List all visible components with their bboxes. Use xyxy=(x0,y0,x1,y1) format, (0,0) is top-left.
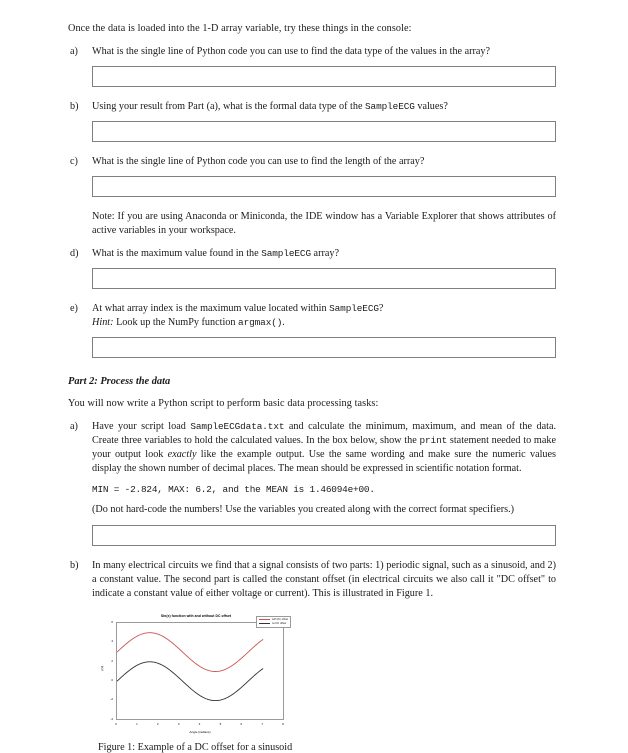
legend-entry-with-offset xyxy=(259,618,288,621)
chart-sinusoid-dc-offset xyxy=(98,613,294,738)
intro-paragraph: Once the data is loaded into the 1-D array variable, try these things in the console: xyxy=(68,23,412,34)
question-item-b xyxy=(68,100,556,114)
hint-text: Look up the NumPy function xyxy=(113,317,239,329)
question-text-b xyxy=(92,100,556,114)
legend-label-with-offset: with DC offset xyxy=(271,618,288,622)
legend-swatch-no-offset xyxy=(259,623,270,624)
question-marker-b: b) xyxy=(70,100,79,112)
question-d-text-before: What is the maximum value found in the xyxy=(92,248,262,260)
answer-box-b[interactable] xyxy=(92,121,556,142)
question-item-d xyxy=(68,247,556,261)
chart-title: Sin(x) function with and without DC offset xyxy=(160,613,232,618)
answer-box-c[interactable] xyxy=(92,176,556,197)
question-item-e xyxy=(68,302,556,330)
part2-question-text-b: In many electrical circuits we find that a signal consists of two parts: 1) periodic signal, such as a sinusoid, and 2) a constant value. The second part is called the constant offset (in electrical circuits we also call it "DC offset" to indicate a constant value of either voltage or current). This is illustrated in Figure 1. xyxy=(92,559,556,599)
y-tick-label: 4 xyxy=(111,639,113,644)
part2-question-item-b xyxy=(68,559,556,601)
no-hardcode-note: (Do not hard-code the numbers! Use the variables you created along with the correct format specifiers.) xyxy=(92,504,515,516)
question-d-code: SampleECG xyxy=(261,248,311,260)
x-tick-label: 0 xyxy=(115,721,117,726)
question-b-code: SampleECG xyxy=(365,100,415,112)
part2-heading: Part 2: Process the data xyxy=(68,376,171,388)
p2a-seg2: and calculate the minimum, maximum, and mean of the data. Create three variables to hold the calculated values. In the box below, show the xyxy=(92,421,557,447)
y-tick-label: 6 xyxy=(111,619,113,624)
legend-label-no-offset: no DC offset xyxy=(271,622,287,626)
hint-end: . xyxy=(282,317,285,329)
question-e-text-before: At what array index is the maximum value located within xyxy=(92,303,330,315)
question-b-text-before: Using your result from Part (a), what is the formal data type of the xyxy=(92,100,366,112)
hint-label: Hint: xyxy=(92,317,114,329)
chart-plot-area xyxy=(116,622,287,720)
x-tick-label: 8 xyxy=(282,721,284,726)
question-item-c xyxy=(68,155,556,169)
y-tick-label: -2 xyxy=(110,697,113,702)
figure-1 xyxy=(98,613,556,753)
x-tick-label: 5 xyxy=(219,721,222,726)
p2a-code-print: print xyxy=(419,435,448,447)
y-tick-label: 0 xyxy=(111,677,113,682)
variable-explorer-note: Note: If you are using Anaconda or Miniconda, the IDE window has a Variable Explorer that shows attributes of active variables in your workspace. xyxy=(92,211,556,237)
question-d-text-after: array? xyxy=(311,248,339,260)
answer-box-d[interactable] xyxy=(92,268,556,289)
question-b-text-after: values? xyxy=(414,100,448,112)
p2a-seg3: statement needed to make your output look xyxy=(92,435,556,461)
question-text-a xyxy=(92,45,556,59)
legend-entry-no-offset xyxy=(259,622,288,625)
part2-intro: You will now write a Python script to perform basic data processing tasks: xyxy=(68,398,379,410)
question-e-text-after: ? xyxy=(378,303,384,315)
y-tick-label: 2 xyxy=(111,658,113,663)
question-text-d xyxy=(92,247,556,261)
figure-caption: Figure 1: Example of a DC offset for a sinusoid xyxy=(98,741,293,753)
p2a-seg4: like the example output. Use the same wording and make sure the numeric values display the shown number of decimal places. The mean should be expressed in scientific notation format. xyxy=(92,449,556,475)
question-marker-a: a) xyxy=(70,45,78,57)
question-text-c xyxy=(92,155,556,169)
question-a-text: What is the single line of Python code you can use to find the data type of the values in the array? xyxy=(92,45,491,57)
answer-box-a[interactable] xyxy=(92,66,556,87)
x-tick-label: 4 xyxy=(198,721,201,726)
question-marker-e: e) xyxy=(70,303,78,315)
chart-curves xyxy=(117,622,287,720)
question-text-e xyxy=(92,302,556,330)
x-tick-label: 3 xyxy=(177,721,180,726)
x-tick-label: 7 xyxy=(261,721,263,726)
y-tick-label: -4 xyxy=(110,716,113,721)
hint-code: argmax() xyxy=(238,317,283,329)
curve-with-dc-offset xyxy=(117,632,263,671)
document-content xyxy=(68,22,556,753)
question-item-a xyxy=(68,45,556,59)
curve-no-dc-offset xyxy=(117,662,263,701)
x-tick-label: 1 xyxy=(136,721,138,726)
part2-question-item-a xyxy=(68,420,556,476)
p2a-code-filename: SampleECGdata.txt xyxy=(190,421,285,433)
chart-y-axis-label: y(x) xyxy=(100,665,104,671)
chart-x-axis-label: Angle (radians) xyxy=(189,729,211,734)
x-tick-label: 6 xyxy=(240,721,243,726)
part2-question-marker-a: a) xyxy=(70,421,78,433)
chart-legend xyxy=(256,616,291,628)
example-output-line: MIN = -2.824, MAX: 6.2, and the MEAN is 1.46094e+00. xyxy=(92,484,375,496)
p2a-italic-exactly: exactly xyxy=(167,449,197,461)
question-c-text: What is the single line of Python code you can use to find the length of the array? xyxy=(92,155,425,167)
x-tick-label: 2 xyxy=(156,721,159,726)
part2-question-text-a xyxy=(92,420,556,476)
question-marker-c: c) xyxy=(70,155,78,167)
p2a-seg1: Have your script load xyxy=(92,421,191,433)
part2-question-marker-b: b) xyxy=(70,559,79,571)
answer-box-part2-a[interactable] xyxy=(92,525,556,546)
question-marker-d: d) xyxy=(70,248,79,260)
question-e-code: SampleECG xyxy=(329,303,379,315)
legend-swatch-with-offset xyxy=(259,619,270,620)
answer-box-e[interactable] xyxy=(92,337,556,358)
